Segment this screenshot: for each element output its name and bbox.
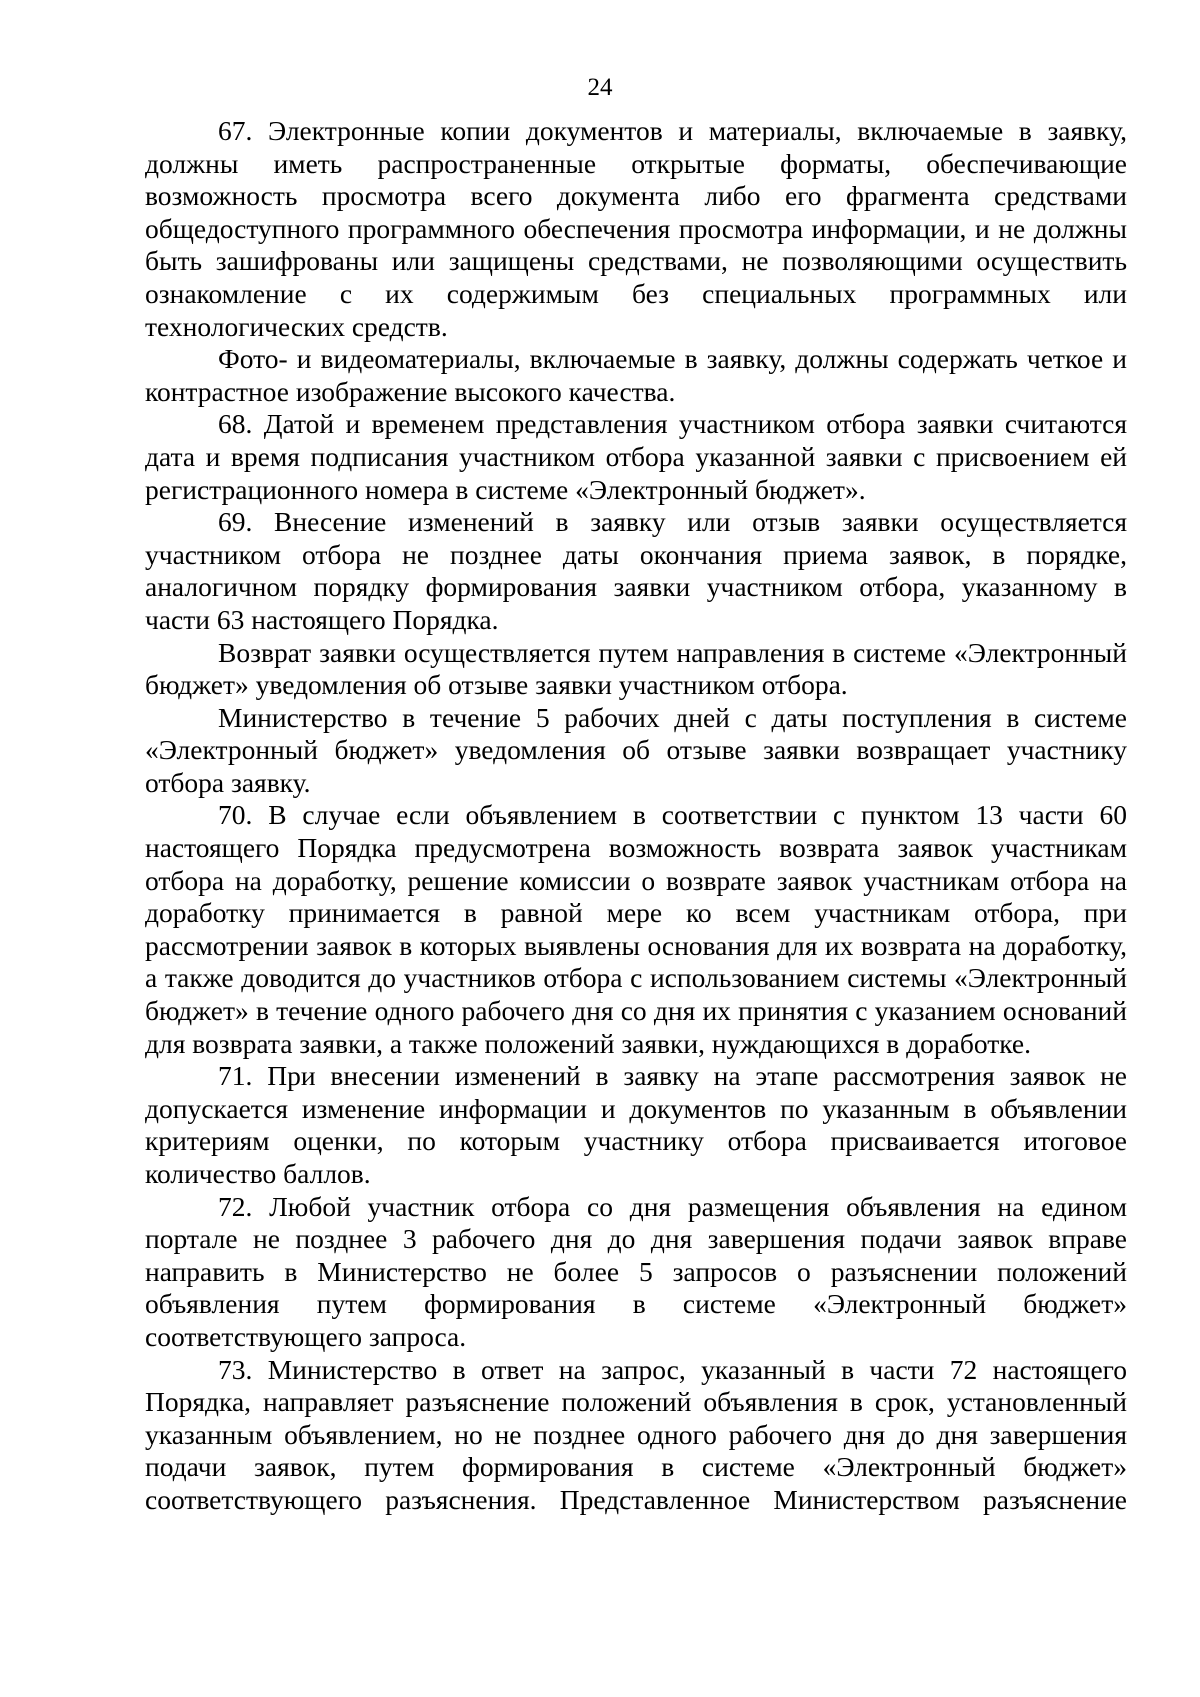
paragraph-69-ministry: Министерство в течение 5 рабочих дней с даты поступления в системе «Электронный бюджет» уведомления об отзыве заявки возвращает участнику отбора заявку. bbox=[145, 701, 1127, 798]
paragraph-67: 67. Электронные копии документов и материалы, включаемые в заявку, должны иметь распространенные открытые форматы, обеспечивающие возможность просмотра всего документа либо его фрагмента средствами общедоступного программного обеспечения просмотра информации, и не должны быть зашифрованы или защищены средствами, не позволяющими осуществить ознакомление с их содержимым без специальных программных или технологических средств. bbox=[145, 115, 1127, 342]
paragraph-72: 72. Любой участник отбора со дня размещения объявления на едином портале не позднее 3 рабочего дня до дня завершения подачи заявок вправе направить в Министерство не более 5 запросов о разъяснении положений объявления путем формирования в системе «Электронный бюджет» соответствующего запроса. bbox=[145, 1190, 1127, 1352]
paragraph-67-photo-video: Фото- и видеоматериалы, включаемые в заявку, должны содержать четкое и контрастное изображение высокого качества. bbox=[145, 343, 1127, 407]
paragraph-70: 70. В случае если объявлением в соответствии с пунктом 13 части 60 настоящего Порядка предусмотрена возможность возврата заявок участникам отбора на доработку, решение комиссии о возврате заявок участникам отбора на доработку принимается в равной мере ко всем участникам отбора, при рассмотрении заявок в которых выявлены основания для их возврата на доработку, а также доводится до участников отбора с использованием системы «Электронный бюджет» в течение одного рабочего дня со дня их принятия с указанием оснований для возврата заявки, а также положений заявки, нуждающихся в доработке. bbox=[145, 799, 1127, 1059]
document-body bbox=[145, 115, 1127, 1517]
page-number: 24 bbox=[587, 74, 613, 101]
paragraph-71: 71. При внесении изменений в заявку на этапе рассмотрения заявок не допускается изменение информации и документов по указанным в объявлении критериям оценки, по которым участнику отбора присваивается итоговое количество баллов. bbox=[145, 1060, 1127, 1189]
paragraph-73: 73. Министерство в ответ на запрос, указанный в части 72 настоящего Порядка, направляет разъяснение положений объявления в срок, установленный указанным объявлением, но не позднее одного рабочего дня до дня завершения подачи заявок, путем формирования в системе «Электронный бюджет» соответствующего разъяснения. Представленное Министерством разъяснение bbox=[145, 1353, 1127, 1515]
paragraph-68: 68. Датой и временем представления участником отбора заявки считаются дата и время подписания участником отбора указанной заявки с присвоением ей регистрационного номера в системе «Электронный бюджет». bbox=[145, 408, 1127, 505]
paragraph-69: 69. Внесение изменений в заявку или отзыв заявки осуществляется участником отбора не позднее даты окончания приема заявок, в порядке, аналогичном порядку формирования заявки участником отбора, указанному в части 63 настоящего Порядка. bbox=[145, 506, 1127, 635]
paragraph-69-return: Возврат заявки осуществляется путем направления в системе «Электронный бюджет» уведомления об отзыве заявки участником отбора. bbox=[145, 636, 1127, 701]
